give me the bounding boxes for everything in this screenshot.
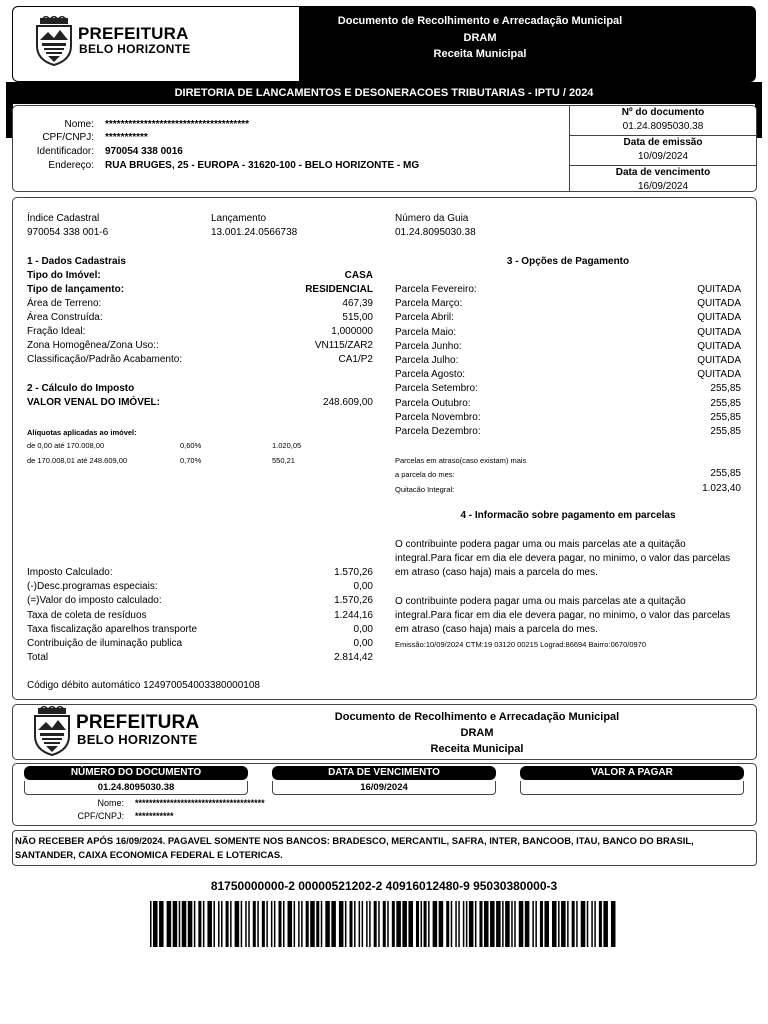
parcelas-list — [395, 283, 741, 439]
logo-prefeitura: PREFEITURA — [78, 24, 189, 43]
cadastral-value: RESIDENCIAL — [305, 284, 373, 295]
cadastral-row — [27, 311, 373, 325]
section-4-title: 4 - Informacão sobre pagamento em parcelas — [460, 510, 676, 521]
parcela-row — [395, 354, 741, 368]
calculo-row — [27, 623, 373, 637]
info-p2-line-1: O contribuinte podera pagar uma ou mais parcelas ate a quitação — [395, 596, 686, 607]
cadastral-row — [27, 325, 373, 339]
calculo-label: Taxa de coleta de resíduos — [27, 609, 147, 621]
parcela-value: QUITADA — [697, 369, 741, 381]
doc-num-value: 01.24.8095030.38 — [570, 120, 756, 136]
identificador-label: Identificador: — [36, 146, 94, 157]
vencimento-value: 16/09/2024 — [637, 181, 689, 192]
aliquota-perc: 0,70% — [180, 456, 202, 465]
aliquotas-title: Alíquotas aplicadas ao imóvel: — [27, 428, 137, 437]
cadastral-value: VN115/ZAR2 — [314, 340, 373, 351]
calculo-list — [27, 566, 373, 665]
calculo-value: 1.244,16 — [334, 609, 373, 621]
parcela-label: Parcela Novembro: — [395, 411, 481, 423]
cadastral-row — [27, 297, 373, 311]
parcela-row — [395, 368, 741, 382]
calculo-row — [27, 566, 373, 580]
parcela-value: QUITADA — [697, 326, 741, 338]
bh-coat-of-arms-icon — [34, 16, 74, 66]
cadastral-row — [27, 269, 373, 283]
parcela-label: Parcela Abril: — [395, 312, 454, 324]
parcela-row — [395, 340, 741, 354]
guia-value: 01.24.8095030.38 — [395, 227, 476, 238]
aliquota-row — [27, 456, 327, 471]
calculo-row — [27, 580, 373, 594]
stub-logo-belo-horizonte: BELO HORIZONTE — [77, 732, 198, 747]
stub-title-1: Documento de Recolhimento e Arrecadação Municipal — [334, 711, 620, 723]
info-p1-line-1: O contribuinte podera pagar uma ou mais parcelas ate a quitação — [395, 539, 686, 550]
calculo-label: Contribuição de iluminação publica — [27, 637, 183, 649]
parcela-row — [395, 382, 741, 396]
calculo-label: (=)Valor do imposto calculado: — [27, 595, 162, 607]
parcela-value: QUITADA — [697, 354, 741, 366]
stub-venc-value: 16/09/2024 — [272, 781, 496, 795]
aliquota-faixa: de 170.008,01 até 248.609,00 — [27, 456, 128, 465]
parcela-label: Parcela Julho: — [395, 354, 459, 366]
aviso-line-1: NÃO RECEBER APÓS 16/09/2024. PAGAVEL SOMENTE NOS BANCOS: BRADESCO, MERCANTIL, SAFRA, INTER, BANCOOB, ITAU, BANCO DO BRASIL, — [15, 835, 694, 846]
parcela-value: 255,85 — [710, 383, 741, 395]
aliquota-valor: 1.020,05 — [272, 441, 302, 450]
stub-num-label: NÚMERO DO DOCUMENTO — [24, 766, 248, 780]
parcela-row — [395, 397, 741, 411]
parcela-row — [395, 283, 741, 297]
logo-belo-horizonte: BELO HORIZONTE — [79, 42, 191, 56]
indice-value: 970054 338 001-6 — [27, 227, 109, 238]
calculo-value: 0,00 — [353, 623, 373, 635]
lancamento-label: Lançamento — [211, 213, 267, 224]
cadastral-label: Classificação/Padrão Acabamento: — [27, 354, 183, 365]
stub-cpf-value: *********** — [135, 811, 174, 821]
debito-automatico: Código débito automático 124970054003380000108 — [27, 680, 260, 691]
stub-title-2: DRAM — [460, 727, 494, 739]
stub-valor-value — [520, 781, 744, 795]
parcela-label: Parcela Maio: — [395, 326, 457, 338]
cadastral-row — [27, 283, 373, 297]
section-3-title: 3 - Opções de Pagamento — [506, 256, 630, 267]
parcela-row — [395, 425, 741, 439]
indice-label: Índice Cadastral — [27, 213, 100, 224]
parcela-value: QUITADA — [697, 340, 741, 352]
guia-label: Número da Guia — [395, 213, 469, 224]
cadastral-label: Área de Terreno: — [27, 298, 102, 309]
parcela-row — [395, 326, 741, 340]
parcela-label: Parcela Março: — [395, 298, 463, 310]
calculo-row — [27, 637, 373, 651]
header-title-2: DRAM — [463, 31, 497, 44]
lancamento-value: 13.001.24.0566738 — [211, 227, 298, 238]
calculo-label: Total — [27, 652, 49, 664]
calculo-value: 0,00 — [353, 637, 373, 649]
atraso-value: 255,85 — [710, 468, 741, 479]
cadastral-label: Tipo de lançamento: — [27, 284, 125, 295]
stub-titles — [297, 709, 657, 757]
parcela-value: 255,85 — [710, 397, 741, 409]
endereco-label: Endereço: — [48, 160, 94, 171]
stub-title-3: Receita Municipal — [430, 743, 524, 755]
stub-logo-prefeitura: PREFEITURA — [76, 712, 200, 733]
aliquotas-list — [27, 441, 327, 471]
calculo-row — [27, 594, 373, 608]
stub-valor-label: VALOR A PAGAR — [520, 766, 744, 780]
info-paragraph-2 — [395, 595, 745, 637]
calculo-label: Taxa fiscalização aparelhos transporte — [27, 623, 198, 635]
cadastral-row — [27, 339, 373, 353]
calculo-value: 2.814,42 — [334, 652, 373, 664]
cadastral-label: Área Construída: — [27, 312, 103, 323]
atraso-line-2: a parcela do mes: — [395, 470, 455, 479]
nome-value: ************************************* — [105, 119, 249, 130]
cadastral-value: 467,39 — [342, 298, 373, 309]
stub-nome-label: Nome: — [97, 798, 124, 808]
aliquota-valor: 550,21 — [272, 456, 295, 465]
calculo-value: 0,00 — [353, 581, 373, 593]
barcode-icon — [150, 901, 617, 947]
calculo-label: (-)Desc.programas especiais: — [27, 581, 158, 593]
stub-venc-label: DATA DE VENCIMENTO — [272, 766, 496, 780]
parcela-label: Parcela Agosto: — [395, 369, 466, 381]
cpf-label: CPF/CNPJ: — [42, 132, 94, 143]
linha-digitavel: 81750000000-2 00000521202-2 40916012480-9 95030380000-3 — [210, 879, 558, 893]
parcela-value: 255,85 — [710, 425, 741, 437]
header-title-3: Receita Municipal — [433, 48, 527, 60]
info-p2-line-3: em atraso (caso haja) mais a parcela do mes. — [395, 624, 598, 635]
info-p1-line-2: integral.Para ficar em dia ele devera pagar, no minimo, o valor das parcelas — [395, 553, 731, 564]
bh-coat-of-arms-icon — [32, 706, 72, 756]
info-p1-line-3: em atraso (caso haja) mais a parcela do mes. — [395, 567, 598, 578]
aliquota-perc: 0,60% — [180, 441, 202, 450]
emissao-value: 10/09/2024 — [570, 150, 756, 166]
parcela-value: QUITADA — [697, 298, 741, 310]
vencimento-label: Data de vencimento — [615, 167, 711, 178]
identificador-value: 970054 338 0016 — [105, 146, 183, 157]
calculo-value: 1.570,26 — [334, 595, 373, 607]
doc-info-panel — [570, 105, 756, 194]
cadastral-row — [27, 353, 373, 367]
parcela-row — [395, 297, 741, 311]
cadastral-value: 1,000000 — [331, 326, 373, 337]
parcela-row — [395, 411, 741, 425]
parcela-label: Parcela Dezembro: — [395, 425, 481, 437]
quitacao-value: 1.023,40 — [702, 483, 741, 494]
cadastral-label: Tipo do Imóvel: — [27, 270, 101, 281]
calculo-value: 1.570,26 — [334, 567, 373, 578]
header-titles — [300, 13, 660, 63]
parcela-label: Parcela Fevereiro: — [395, 284, 477, 295]
header-title-1: Documento de Recolhimento e Arrecadação Municipal — [337, 15, 623, 27]
section-2-title: 2 - Cálculo do Imposto — [27, 383, 135, 394]
cadastral-label: Fração Ideal: — [27, 326, 86, 337]
valor-venal-value: 248.609,00 — [322, 397, 373, 408]
doc-num-label: Nº do documento — [621, 107, 705, 118]
parcela-row — [395, 311, 741, 325]
valor-venal-label: VALOR VENAL DO IMÓVEL: — [27, 397, 160, 408]
info-p2-line-2: integral.Para ficar em dia ele devera pagar, no minimo, o valor das parcelas — [395, 610, 731, 621]
cpf-value: *********** — [105, 132, 148, 143]
parcela-value: QUITADA — [697, 312, 741, 324]
calculo-row — [27, 609, 373, 623]
cadastral-value: 515,00 — [342, 312, 373, 323]
cadastrais-list — [27, 269, 373, 367]
quitacao-label: Quitacão Integral: — [395, 485, 455, 494]
nome-label: Nome: — [64, 119, 94, 130]
parcela-value: QUITADA — [697, 284, 741, 295]
calculo-label: Imposto Calculado: — [27, 567, 113, 578]
stub-nome-value: ************************************* — [135, 798, 265, 808]
cadastral-value: CASA — [344, 270, 373, 281]
info-paragraph-1 — [395, 538, 745, 580]
cadastral-label: Zona Homogênea/Zona Uso:: — [27, 340, 159, 351]
parcela-label: Parcela Setembro: — [395, 383, 478, 395]
emissao-label: Data de emissão — [623, 137, 703, 148]
parcela-label: Parcela Junho: — [395, 340, 462, 352]
section-title-bar: DIRETORIA DE LANCAMENTOS E DESONERACOES TRIBUTARIAS - IPTU / 2024 — [6, 82, 762, 104]
endereco-value: RUA BRUGES, 25 - EUROPA - 31620-100 - BELO HORIZONTE - MG — [105, 160, 420, 171]
calculo-row — [27, 651, 373, 665]
section-1-title: 1 - Dados Cadastrais — [27, 256, 126, 267]
parcela-label: Parcela Outubro: — [395, 397, 471, 409]
aliquota-row — [27, 441, 327, 456]
emissao-line: Emissão:10/09/2024 CTM:19 03120 00215 Lograd:86694 Bairro:0670/0970 — [395, 640, 647, 649]
stub-num-value: 01.24.8095030.38 — [24, 781, 248, 795]
atraso-line-1: Parcelas em atraso(caso existam) mais — [395, 456, 527, 465]
aviso-line-2: SANTANDER, CAIXA ECONOMICA FEDERAL E LOTERICAS. — [15, 849, 283, 860]
cadastral-value: CA1/P2 — [338, 354, 373, 365]
aliquota-faixa: de 0,00 até 170.008,00 — [27, 441, 105, 450]
stub-cpf-label: CPF/CNPJ: — [77, 811, 124, 821]
parcela-value: 255,85 — [710, 411, 741, 423]
